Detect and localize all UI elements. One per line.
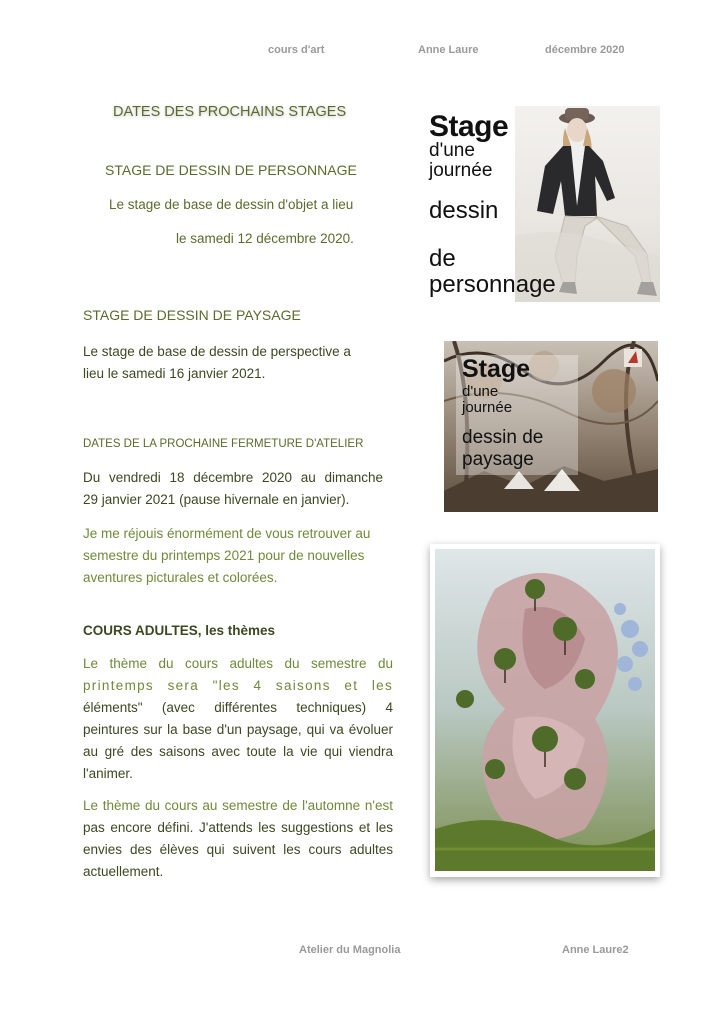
theme-paragraph-1 (83, 653, 393, 785)
poster1-personnage: personnage (429, 271, 556, 298)
poster-personnage (425, 106, 660, 302)
poster-paysage (444, 341, 658, 512)
fermeture-line2: 29 janvier 2021 (pause hivernale en janvier). (83, 492, 350, 507)
poster1-stage: Stage (429, 110, 509, 143)
fermeture-title: DATES DE LA PROCHAINE FERMETURE D'ATELIER (83, 438, 364, 450)
poster2-journee: journée (462, 399, 513, 416)
theme-p1-line: l'animer. (83, 766, 133, 781)
theme-p1-line: éléments" (avec différentes techniques) 4 (83, 700, 393, 715)
poster1-dessin: dessin (429, 197, 499, 224)
poster2-une: d'une (462, 383, 499, 400)
theme-p1-line: Le thème du cours adultes du semestre du (83, 656, 393, 671)
poster2-paysage: paysage (462, 449, 534, 470)
cours-title: COURS ADULTES, les thèmes (83, 623, 276, 638)
poster2-dessin: dessin de (462, 427, 544, 448)
paysage-line2: lieu le samedi 16 janvier 2021. (83, 366, 266, 381)
poster1-une: d'une (429, 140, 475, 161)
header-date: décembre 2020 (545, 44, 625, 56)
theme-p1-line: peintures sur la base d'un paysage, qui va évoluer (83, 722, 393, 737)
theme-p2-line: envies des élèves qui suivent les cours adultes (83, 842, 393, 857)
personnage-line1: Le stage de base de dessin d'objet a lieu (109, 197, 354, 212)
poster1-de: de (429, 245, 456, 272)
theme-p1-line: printemps sera "les 4 saisons et les (83, 678, 393, 693)
rejouis-line2: semestre du printemps 2021 pour de nouvelles (83, 548, 365, 563)
footer-author-page: Anne Laure2 (562, 944, 629, 956)
theme-p2-line: pas encore défini. J'attends les suggestions et les (83, 820, 393, 835)
paysage-title: STAGE DE DESSIN DE PAYSAGE (83, 307, 301, 323)
personnage-line2: le samedi 12 décembre 2020. (176, 231, 354, 246)
footer-atelier: Atelier du Magnolia (299, 944, 401, 956)
fermeture-line1: Du vendredi 18 décembre 2020 au dimanche (83, 470, 383, 485)
paysage-line1: Le stage de base de dessin de perspective a (83, 344, 351, 359)
theme-p2-line: Le thème du cours au semestre de l'automne n'est (83, 798, 393, 813)
rejouis-line1: Je me réjouis énormément de vous retrouver au (83, 526, 371, 541)
header-course-label: cours d'art (268, 44, 325, 56)
poster1-journee: journée (429, 160, 493, 181)
painting-image (435, 549, 655, 871)
dates-title: DATES DES PROCHAINS STAGES (113, 104, 347, 120)
personnage-title: STAGE DE DESSIN DE PERSONNAGE (105, 162, 357, 178)
theme-p2-line: actuellement. (83, 864, 164, 879)
painting-frame (430, 544, 660, 877)
theme-paragraph-2 (83, 795, 393, 883)
poster2-stage: Stage (462, 355, 531, 383)
rejouis-line3: aventures picturales et colorées. (83, 570, 278, 585)
header-author: Anne Laure (418, 44, 479, 56)
theme-p1-line: au gré des saisons avec toute la vie qui viendra (83, 744, 393, 759)
